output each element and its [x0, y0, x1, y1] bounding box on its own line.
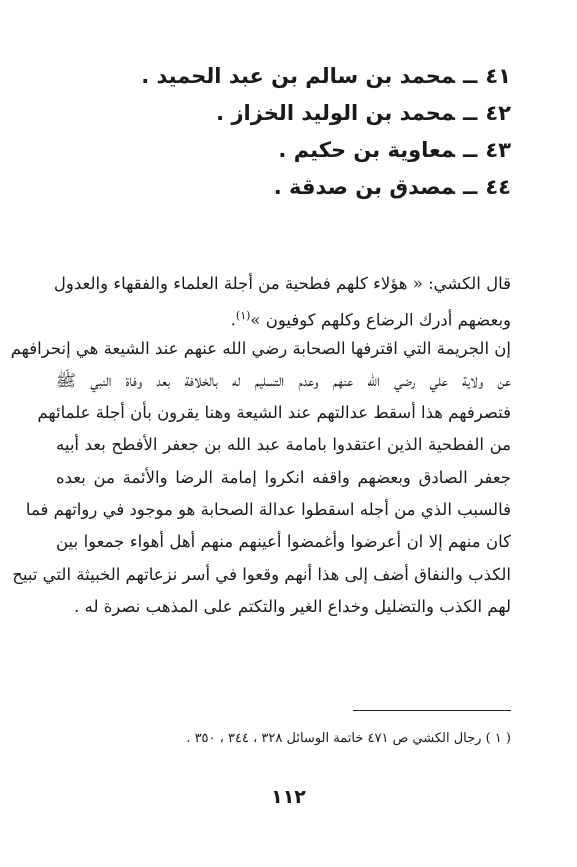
body-line: من الفطحية الذين اعتقدوا بامامة عبد الله بن جعفر الأفطح بعد أبيه [56, 435, 511, 455]
body-line: فالسبب الذي من أجله اسقطوا عدالة الصحابة هو موجود في رواتهم فما [25, 500, 511, 520]
list-item-number: ٤١ [485, 64, 511, 88]
list-item-dash: ــ [463, 138, 478, 162]
body-line: قال الكشي: « هؤلاء كلهم فطحية من أجلة العلماء والفقهاء والعدول [53, 274, 511, 293]
list-item [41, 58, 511, 95]
list-item-dash: ــ [463, 101, 478, 125]
body-line-text: وبعضهم أدرك الرضاع وكلهم كوفيون » [250, 310, 511, 330]
body-line-end: . [230, 310, 236, 330]
list-item [41, 95, 511, 132]
body-line: عن ولاية علي رضي الله عنهم وعدم التسليم له بالخلافة بعد وفاة النبي ﷺ [56, 370, 511, 390]
footnote-separator [353, 710, 511, 711]
list-item-text: محمد بن الوليد الخزاز . [216, 101, 455, 125]
list-item-number: ٤٢ [485, 101, 511, 125]
list-item [41, 169, 511, 206]
body-line: كان منهم إلا ان أعرضوا وأغمضوا أعينهم منهم أهل أهواء جمعوا بين [56, 532, 511, 552]
page-number: ١١٢ [271, 786, 306, 808]
body-line: إن الجريمة التي اقترفها الصحابة رضي الله عنهم عند الشيعة هي إنحرافهم [10, 338, 511, 358]
list-item-number: ٤٣ [485, 138, 511, 162]
list-item [41, 132, 511, 169]
list-item-dash: ــ [463, 175, 478, 199]
body-line [56, 300, 511, 332]
body-paragraph [10, 268, 511, 623]
list-item-text: مصدق بن صدقة . [273, 175, 455, 199]
footnote-reference[interactable]: (١) [235, 309, 251, 323]
footnote: ( ١ ) رجال الكشي ص ٤٧١ خاتمة الوسائل ٣٢٨ ، ٣٤٤ ، ٣٥٠ . [186, 731, 511, 746]
narrator-list [41, 58, 511, 206]
body-line: لهم الكذب والتضليل وخداع الغير والتكتم على المذهب نصرة له . [74, 596, 511, 616]
body-line: جعفر الصادق وبعضهم واقفه انكروا إمامة الرضا والأئمة من بعده [56, 467, 511, 487]
body-line: فتصرفهم هذا أسقط عدالتهم عند الشيعة وهنا يقرون بأن أجلة علمائهم [37, 403, 511, 423]
list-item-number: ٤٤ [485, 175, 511, 199]
list-item-dash: ــ [463, 64, 478, 88]
body-line: الكذب والنفاق أضف إلى هذا أنهم وقعوا في أسر نزعاتهم الخبيثة التي تبيح [12, 564, 511, 584]
list-item-text: محمد بن سالم بن عبد الحميد . [141, 64, 455, 88]
list-item-text: معاوية بن حكيم . [278, 138, 455, 162]
